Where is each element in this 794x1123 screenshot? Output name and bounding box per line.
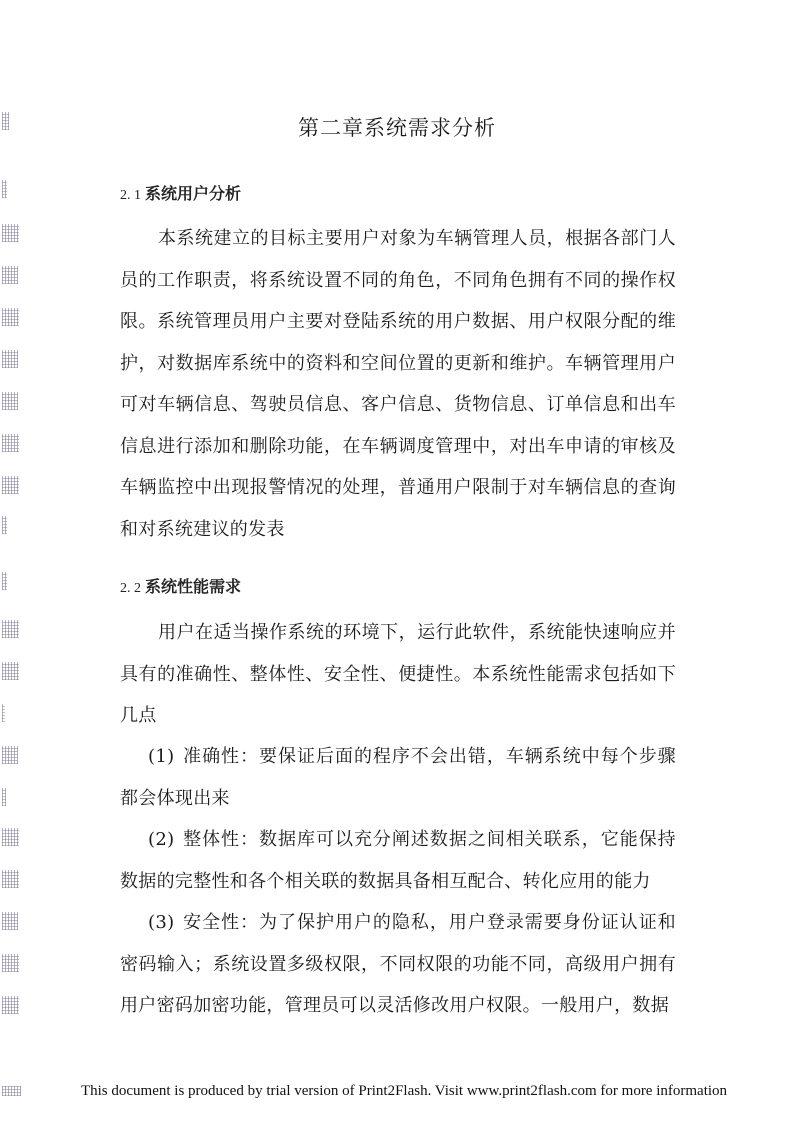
list-marker: (2) [148,829,175,850]
chapter-title: 第二章系统需求分析 [298,116,496,140]
section-heading-text: 系统用户分析 [145,184,242,203]
margin-artifact-mark [2,224,19,242]
margin-artifact-mark [2,996,19,1014]
margin-artifact-mark [2,350,18,368]
margin-artifact-mark [2,788,6,806]
list-item [120,819,676,902]
margin-artifact-strip [2,100,24,1100]
margin-artifact-mark [2,434,19,452]
margin-artifact-mark [2,912,18,930]
section-paragraph: 本系统建立的目标主要用户对象为车辆管理人员，根据各部门人员的工作职责，将系统设置不同的角色，不同角色拥有不同的操作权限。系统管理员用户主要对登陆系统的用户数据、用户权限分配的维护，对数据库系统中的资料和空间位置的更新和维护。车辆管理用户可对车辆信息、驾驶员信息、客户信息、货物信息、订单信息和出车信息进行添加和删除功能，在车辆调度管理中，对出车申请的审核及车辆监控中出现报警情况的处理，普通用户限制于对车辆信息的查询和对系统建议的发表 [120,228,676,540]
margin-artifact-mark [2,828,19,846]
margin-artifact-mark [2,704,5,722]
margin-artifact-mark [2,870,19,888]
list-item-text: 准确性：要保证后面的程序不会出错，车辆系统中每个步骤都会体现出来 [120,746,676,809]
margin-artifact-mark [2,266,18,284]
margin-artifact-mark [2,954,19,972]
margin-artifact-mark [2,476,19,494]
section-number: 2. 1 [120,188,141,203]
section-paragraph: 用户在适当操作系统的环境下，运行此软件，系统能快速响应并具有的准确性、整体性、安全性、便捷性。本系统性能需求包括如下几点 [120,622,676,726]
margin-artifact-mark [2,308,19,326]
margin-artifact-mark [2,392,18,410]
margin-artifact-mark [2,746,18,764]
section-heading-2-1 [120,181,241,204]
margin-artifact-mark [2,180,7,198]
margin-artifact-mark [2,662,19,680]
margin-artifact-mark [2,620,19,638]
list-item-text: 整体性：数据库可以充分阐述数据之间相关联系，它能保持数据的完整性和各个相关联的数据具备相互配合、转化应用的能力 [120,829,676,892]
margin-artifact-mark [2,572,7,590]
margin-artifact-mark [2,516,7,534]
section-heading-text: 系统性能需求 [145,577,242,596]
trial-watermark-footer: This document is produced by trial version of Print2Flash. Visit www.print2flash.com for more information [80,1083,728,1099]
list-item-text: 安全性：为了保护用户的隐私，用户登录需要身份证认证和密码输入；系统设置多级权限，不同权限的功能不同，高级用户拥有用户密码加密功能，管理员可以灵活修改用户权限。一般用户，数据 [120,912,676,1016]
section-heading-2-2 [120,574,241,597]
list-item [120,902,676,1027]
list-marker: (1) [148,746,175,767]
list-marker: (3) [148,912,175,933]
section-number: 2. 2 [120,581,141,596]
list-item [120,736,676,819]
